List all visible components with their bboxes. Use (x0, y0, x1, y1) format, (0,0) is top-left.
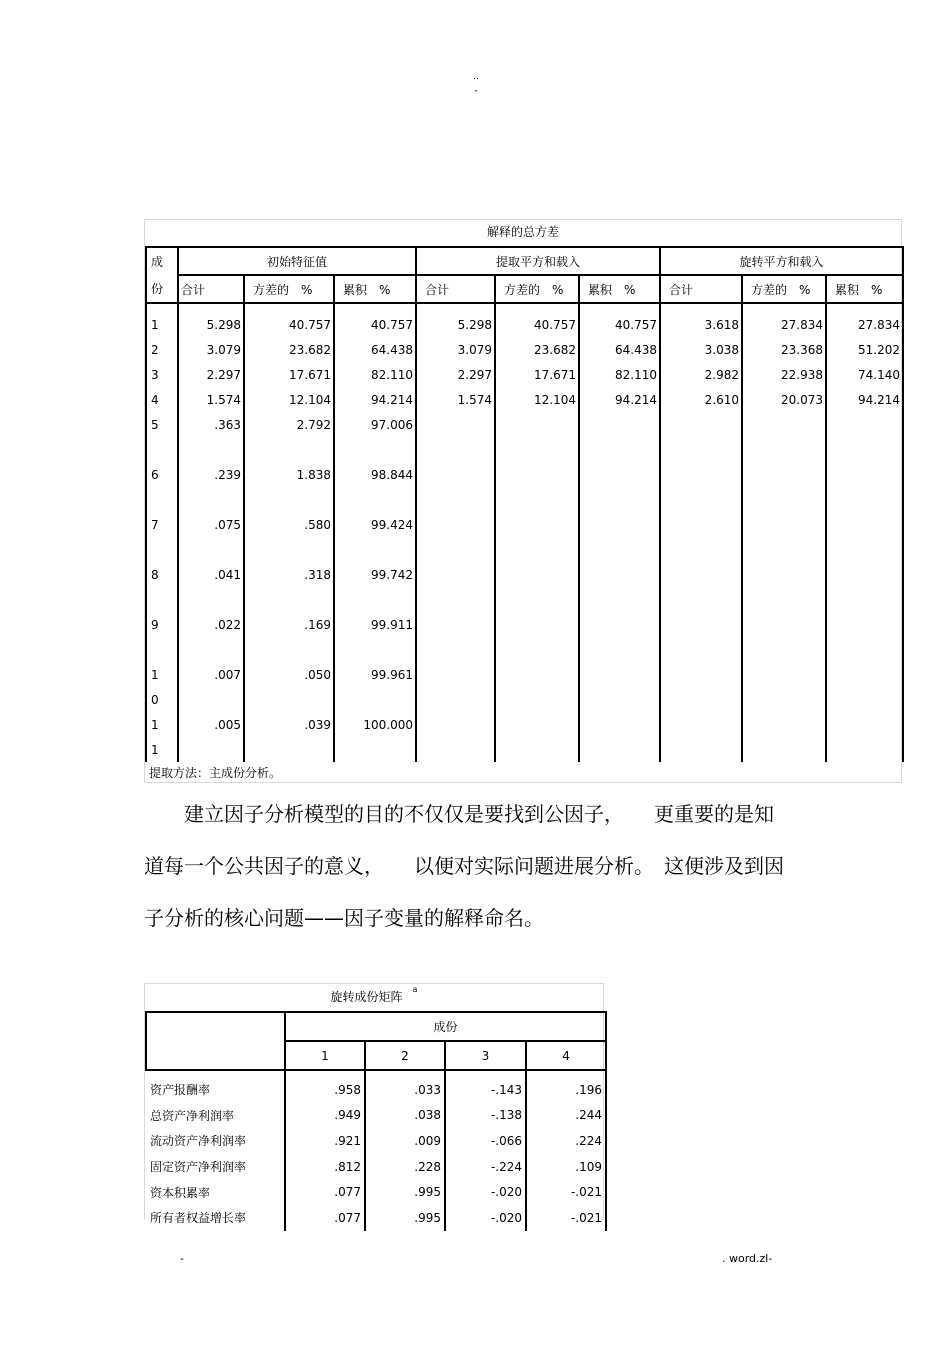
value-cell: 40.757 (579, 303, 660, 337)
caption-superscript: a (412, 985, 418, 994)
value-cell (416, 412, 495, 437)
component-number-continued (146, 537, 178, 562)
value-cell: .005 (178, 712, 244, 737)
empty-cell (495, 487, 579, 512)
loading-cell: .949 (285, 1103, 365, 1129)
table-row (146, 303, 903, 337)
value-cell: .041 (178, 562, 244, 587)
table-row (146, 362, 903, 387)
value-cell: .050 (244, 662, 334, 687)
empty-cell (660, 737, 742, 762)
value-cell (579, 512, 660, 537)
empty-cell (742, 737, 826, 762)
value-cell: .022 (178, 612, 244, 637)
value-cell (826, 462, 903, 487)
empty-cell (826, 637, 903, 662)
value-cell (742, 662, 826, 687)
value-cell (742, 612, 826, 637)
empty-cell (826, 737, 903, 762)
value-cell (579, 412, 660, 437)
value-cell (416, 512, 495, 537)
variable-name: 所有者权益增长率 (146, 1205, 285, 1231)
empty-cell (660, 587, 742, 612)
value-cell: 23.368 (742, 337, 826, 362)
table-row (146, 712, 903, 737)
value-cell: 74.140 (826, 362, 903, 387)
variable-name: 资本积累率 (146, 1179, 285, 1205)
loading-cell: -.143 (445, 1070, 526, 1103)
value-cell (495, 562, 579, 587)
value-cell (660, 712, 742, 737)
value-cell (826, 512, 903, 537)
variance-grid (145, 246, 904, 762)
empty-cell (244, 737, 334, 762)
value-cell: 17.671 (495, 362, 579, 387)
value-cell: 5.298 (178, 303, 244, 337)
value-cell: 1.838 (244, 462, 334, 487)
component-number: 8 (146, 562, 178, 587)
empty-cell (178, 637, 244, 662)
loading-cell: .033 (365, 1070, 445, 1103)
empty-cell (334, 637, 416, 662)
value-cell: 12.104 (244, 387, 334, 412)
empty-cell (660, 437, 742, 462)
table-row-continuation (146, 587, 903, 612)
value-cell: 64.438 (579, 337, 660, 362)
table-row (146, 1070, 606, 1103)
loading-cell: .109 (526, 1154, 606, 1180)
group-header: 旋转平方和载入 (660, 247, 903, 275)
value-cell: 82.110 (579, 362, 660, 387)
table-row (146, 1128, 606, 1154)
loading-cell: -.224 (445, 1154, 526, 1180)
value-cell: .239 (178, 462, 244, 487)
variable-name: 资产报酬率 (146, 1070, 285, 1103)
empty-cell (579, 487, 660, 512)
component-number-continued (146, 487, 178, 512)
empty-cell (178, 537, 244, 562)
total-variance-table (144, 219, 902, 783)
value-cell: 51.202 (826, 337, 903, 362)
paragraph-line: 道每一个公共因子的意义， 以便对实际问题进展分析。 这便涉及到因 (144, 854, 784, 878)
value-cell: .007 (178, 662, 244, 687)
value-cell: 20.073 (742, 387, 826, 412)
loading-cell: .958 (285, 1070, 365, 1103)
group-header: 提取平方和载入 (416, 247, 660, 275)
table-row-continuation (146, 687, 903, 712)
empty-cell (495, 637, 579, 662)
value-cell (826, 662, 903, 687)
value-cell: 98.844 (334, 462, 416, 487)
footer-left: - (180, 1252, 184, 1265)
component-number-continued: 1 (146, 737, 178, 762)
value-cell: 3.079 (416, 337, 495, 362)
empty-cell (579, 537, 660, 562)
component-label-bottom: 份 (146, 275, 178, 303)
empty-cell (416, 587, 495, 612)
value-cell (742, 562, 826, 587)
component-group-header: 成份 (285, 1012, 606, 1041)
value-cell: .039 (244, 712, 334, 737)
empty-cell (178, 687, 244, 712)
paragraph-line: 子分析的核心问题——因子变量的解释命名。 (144, 906, 544, 930)
value-cell: 94.214 (826, 387, 903, 412)
value-cell: 99.961 (334, 662, 416, 687)
component-number: 9 (146, 612, 178, 637)
value-cell (416, 562, 495, 587)
empty-cell (826, 687, 903, 712)
empty-cell (826, 437, 903, 462)
value-cell (742, 412, 826, 437)
value-cell: 40.757 (495, 303, 579, 337)
table-row (146, 662, 903, 687)
empty-cell (660, 537, 742, 562)
table-row-continuation (146, 737, 903, 762)
empty-cell (416, 487, 495, 512)
empty-cell (244, 537, 334, 562)
empty-cell (416, 737, 495, 762)
value-cell (416, 712, 495, 737)
empty-cell (579, 687, 660, 712)
variable-name: 流动资产净利润率 (146, 1128, 285, 1154)
value-cell (495, 662, 579, 687)
component-number: 2 (365, 1041, 445, 1070)
matrix-grid (145, 1011, 607, 1231)
value-cell (579, 612, 660, 637)
value-cell: 97.006 (334, 412, 416, 437)
empty-cell (244, 487, 334, 512)
value-cell (742, 712, 826, 737)
column-header: 方差的 % (742, 275, 826, 303)
loading-cell: .077 (285, 1205, 365, 1231)
table-row-continuation (146, 437, 903, 462)
empty-cell (579, 737, 660, 762)
component-number: 6 (146, 462, 178, 487)
component-number-continued (146, 637, 178, 662)
column-header: 累积 % (334, 275, 416, 303)
value-cell: .580 (244, 512, 334, 537)
value-cell (416, 662, 495, 687)
rotated-component-matrix (144, 983, 604, 1226)
empty-cell (244, 587, 334, 612)
value-cell (579, 712, 660, 737)
caption-text: 旋转成份矩阵 (330, 990, 403, 1004)
value-cell (495, 462, 579, 487)
empty-cell (334, 537, 416, 562)
value-cell: 3.618 (660, 303, 742, 337)
empty-cell (495, 587, 579, 612)
empty-cell (579, 437, 660, 462)
empty-cell (579, 587, 660, 612)
value-cell (826, 712, 903, 737)
component-number: 1 (285, 1041, 365, 1070)
component-number: 4 (146, 387, 178, 412)
table-row (146, 1179, 606, 1205)
table-row-continuation (146, 537, 903, 562)
component-number-continued (146, 587, 178, 612)
empty-cell (244, 687, 334, 712)
empty-cell (334, 737, 416, 762)
table-row (146, 1205, 606, 1231)
loading-cell: .228 (365, 1154, 445, 1180)
value-cell (660, 462, 742, 487)
component-number: 3 (445, 1041, 526, 1070)
loading-cell: -.021 (526, 1179, 606, 1205)
value-cell: .363 (178, 412, 244, 437)
loading-cell: .038 (365, 1103, 445, 1129)
loading-cell: -.138 (445, 1103, 526, 1129)
value-cell: 3.038 (660, 337, 742, 362)
column-header: 合计 (660, 275, 742, 303)
value-cell: 23.682 (244, 337, 334, 362)
component-number: 1 (146, 712, 178, 737)
empty-cell (495, 437, 579, 462)
component-label-top: 成 (146, 247, 178, 275)
value-cell: 23.682 (495, 337, 579, 362)
value-cell (495, 612, 579, 637)
column-header: 方差的 % (244, 275, 334, 303)
value-cell: .318 (244, 562, 334, 587)
empty-cell (178, 587, 244, 612)
value-cell: 82.110 (334, 362, 416, 387)
value-cell: 3.079 (178, 337, 244, 362)
value-cell: 1.574 (178, 387, 244, 412)
empty-cell (334, 587, 416, 612)
header-dots: .. (473, 72, 479, 82)
empty-cell (334, 687, 416, 712)
empty-cell (742, 587, 826, 612)
value-cell: .169 (244, 612, 334, 637)
column-header: 累积 % (579, 275, 660, 303)
value-cell (742, 462, 826, 487)
loading-cell: .995 (365, 1179, 445, 1205)
loading-cell: -.021 (526, 1205, 606, 1231)
table-row (146, 337, 903, 362)
extraction-method-note: 提取方法：主成份分析。 (149, 766, 282, 780)
value-cell: 2.297 (178, 362, 244, 387)
value-cell: 12.104 (495, 387, 579, 412)
table-row (146, 1103, 606, 1129)
value-cell: 2.982 (660, 362, 742, 387)
component-number: 2 (146, 337, 178, 362)
empty-cell (495, 537, 579, 562)
empty-cell (178, 737, 244, 762)
empty-cell (660, 487, 742, 512)
value-cell (579, 562, 660, 587)
value-cell (579, 462, 660, 487)
table-row (146, 412, 903, 437)
empty-cell (334, 487, 416, 512)
loading-cell: -.020 (445, 1205, 526, 1231)
empty-cell (660, 687, 742, 712)
value-cell (495, 512, 579, 537)
empty-cell (742, 537, 826, 562)
group-header: 初始特征值 (178, 247, 416, 275)
empty-cell (495, 687, 579, 712)
table-row-continuation (146, 487, 903, 512)
value-cell: 99.742 (334, 562, 416, 587)
empty-cell (742, 687, 826, 712)
value-cell (660, 512, 742, 537)
component-number: 5 (146, 412, 178, 437)
table-row (146, 387, 903, 412)
loading-cell: -.066 (445, 1128, 526, 1154)
value-cell (416, 612, 495, 637)
value-cell: 99.911 (334, 612, 416, 637)
variable-name: 总资产净利润率 (146, 1103, 285, 1129)
empty-cell (416, 437, 495, 462)
value-cell: 40.757 (334, 303, 416, 337)
value-cell (660, 412, 742, 437)
component-number-continued: 0 (146, 687, 178, 712)
value-cell (579, 662, 660, 687)
loading-cell: .995 (365, 1205, 445, 1231)
empty-cell (495, 737, 579, 762)
value-cell (660, 612, 742, 637)
component-number: 7 (146, 512, 178, 537)
column-header: 合计 (178, 275, 244, 303)
paragraph-line: 建立因子分析模型的目的不仅仅是要找到公因子， 更重要的是知 (144, 802, 774, 826)
value-cell (742, 512, 826, 537)
loading-cell: -.020 (445, 1179, 526, 1205)
component-number-continued (146, 437, 178, 462)
column-header: 合计 (416, 275, 495, 303)
value-cell (660, 562, 742, 587)
empty-cell (826, 537, 903, 562)
value-cell: 2.792 (244, 412, 334, 437)
empty-cell (416, 537, 495, 562)
value-cell: .075 (178, 512, 244, 537)
value-cell: 64.438 (334, 337, 416, 362)
value-cell (826, 612, 903, 637)
value-cell: 2.297 (416, 362, 495, 387)
value-cell: 94.214 (334, 387, 416, 412)
table-caption (145, 984, 603, 1011)
table-caption: 解释的总方差 (145, 220, 901, 247)
empty-cell (334, 437, 416, 462)
footer-right: . word.zl- (722, 1252, 773, 1265)
loading-cell: .077 (285, 1179, 365, 1205)
value-cell (495, 412, 579, 437)
value-cell: 40.757 (244, 303, 334, 337)
empty-cell (178, 437, 244, 462)
value-cell (660, 662, 742, 687)
loading-cell: .009 (365, 1128, 445, 1154)
value-cell: 99.424 (334, 512, 416, 537)
value-cell: 27.834 (742, 303, 826, 337)
component-number: 4 (526, 1041, 606, 1070)
table-row (146, 512, 903, 537)
header-dash: - (474, 86, 478, 96)
component-number: 1 (146, 662, 178, 687)
value-cell: 1.574 (416, 387, 495, 412)
empty-cell (244, 437, 334, 462)
table-row (146, 562, 903, 587)
loading-cell: .196 (526, 1070, 606, 1103)
loading-cell: .921 (285, 1128, 365, 1154)
loading-cell: .812 (285, 1154, 365, 1180)
table-row (146, 1154, 606, 1180)
value-cell (416, 462, 495, 487)
variable-name: 固定资产净利润率 (146, 1154, 285, 1180)
value-cell: 2.610 (660, 387, 742, 412)
table-row-continuation (146, 637, 903, 662)
value-cell (826, 562, 903, 587)
column-header: 方差的 % (495, 275, 579, 303)
component-number: 1 (146, 303, 178, 337)
value-cell: 94.214 (579, 387, 660, 412)
empty-cell (244, 637, 334, 662)
table-row (146, 462, 903, 487)
empty-cell (742, 437, 826, 462)
empty-cell (178, 487, 244, 512)
variable-header-cell (146, 1012, 285, 1070)
value-cell: 5.298 (416, 303, 495, 337)
empty-cell (579, 637, 660, 662)
value-cell: 22.938 (742, 362, 826, 387)
value-cell: 27.834 (826, 303, 903, 337)
value-cell (826, 412, 903, 437)
value-cell (495, 712, 579, 737)
loading-cell: .224 (526, 1128, 606, 1154)
empty-cell (416, 687, 495, 712)
empty-cell (826, 487, 903, 512)
column-header: 累积 % (826, 275, 903, 303)
empty-cell (826, 587, 903, 612)
empty-cell (660, 637, 742, 662)
empty-cell (742, 487, 826, 512)
table-row (146, 612, 903, 637)
loading-cell: .244 (526, 1103, 606, 1129)
component-number: 3 (146, 362, 178, 387)
empty-cell (742, 637, 826, 662)
body-paragraph (144, 788, 824, 944)
empty-cell (416, 637, 495, 662)
value-cell: 100.000 (334, 712, 416, 737)
value-cell: 17.671 (244, 362, 334, 387)
